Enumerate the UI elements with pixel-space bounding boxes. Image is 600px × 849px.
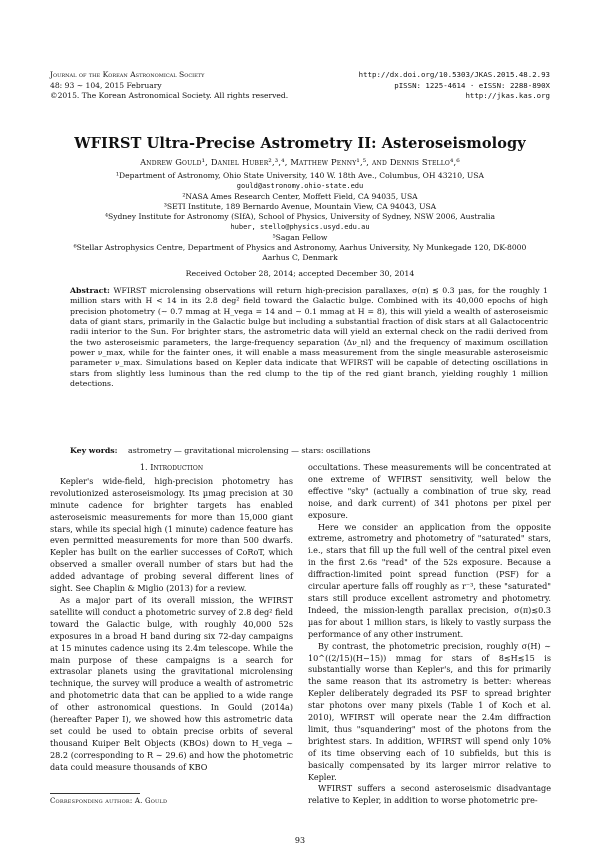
paragraph: WFIRST suffers a second asteroseismic disadvantage relative to Kepler, in addition to worse photometric pre- [308, 783, 551, 806]
page-number: 93 [294, 836, 306, 845]
right-column [308, 462, 551, 807]
abstract [70, 286, 548, 389]
affiliation-3: ³SETI Institute, 189 Bernardo Avenue, Mountain View, CA 94043, USA [163, 201, 437, 211]
corresponding-author: Corresponding author: A. Gould [50, 797, 168, 805]
affiliation-5: ⁵Sagan Fellow [272, 232, 328, 242]
affiliation-6-cont: Aarhus C, Denmark [262, 253, 338, 263]
journal-name: Journal of the Korean Astronomical Society [50, 70, 205, 79]
keywords-label: Key words: [70, 446, 118, 455]
affiliation-6: ⁶Stellar Astrophysics Centre, Department of Physics and Astronomy, Aarhus University, Ny Munkegade 120, DK-8000 [73, 243, 527, 253]
affiliation-1: ¹Department of Astronomy, Ohio State University, 140 W. 18th Ave., Columbus, OH 43210, USA [116, 171, 484, 180]
paragraph: Kepler's wide-field, high-precision photometry has revolutionized asteroseismology. Its µmag precision at 30 minute cadence for brighter targets has enabled asteroseismic measurements for more than 15,000 giant stars, while its special high (1 minute) cadence feature has even permitted measurements for more than 500 dwarfs. Kepler has built on the earlier successes of CoRoT, which observed a smaller overall number of stars but had the added advantage of probing several different lines of sight. See Chaplin & Miglio (2013) for a review. [50, 475, 293, 594]
left-column [50, 462, 293, 774]
paragraph: Here we consider an application from the opposite extreme, astrometry and photometry of "saturated" stars, i.e., stars that fill up the full well of the central pixel even in the first 2.6s "read" of the 52s exposure. Because a diffraction-limited point spread function (PSF) for a circular aperture falls off roughly as r⁻³, these "saturated" stars still produce excellent astrometry and photometry. Indeed, the mission-length parallax precision, σ(π)≲0.3 µas for about 1 million stars, is likely to vastly surpass the performance of any other instrument. [308, 521, 551, 639]
abstract-text: WFIRST microlensing observations will return high-precision parallaxes, σ(π) ≲ 0.3 µas, for the roughly 1 million stars with H < 14 in its 2.8 deg² field toward the Galactic bulge. Combined with its 40,000 epochs of high precision photometry (∼ 0.7 mmag at H_vega = 14 and ∼ 0.1 mmag at H = 8), this will yield a wealth of asteroseismic data of giant stars, primarily in the Galactic bulge but including a substantial fraction of disk stars at all Galactocentric radii interior to the Sun. For brighter stars, the astrometric data will yield an external check on the radii derived from the two asteroseismic parameters, the large-frequency separation ⟨Δν_nl⟩ and the frequency of maximum oscillation power ν_max, while for the fainter ones, it will enable a mass measurement from the single measurable asteroseismic parameter ν_max. Simulations based on Kepler data indicate that WFIRST will be capable of detecting oscillations in stars from slightly less luminous than the red clump to the tip of the red giant branch, yielding roughly 1 million detections. [70, 286, 548, 389]
affiliation-4: ⁴Sydney Institute for Astronomy (SIfA), School of Physics, University of Sydney, NSW 2006, Australia [105, 212, 495, 222]
received-dates: Received October 28, 2014; accepted December 30, 2014 [185, 269, 415, 278]
doi-link[interactable]: http://dx.doi.org/10.5303/JKAS.2015.48.2.93 [358, 70, 550, 79]
paragraph: occultations. These measurements will be concentrated at one extreme of WFIRST sensitivity, well below the effective "sky" (actually a combination of true sky, read noise, and dark current) of 341 photons per pixel per exposure. [308, 462, 551, 520]
paragraph: By contrast, the photometric precision, roughly σ(H) ∼ 10^((2/15)(H−15)) mmag for stars of 8≲H≲15 is substantially worse than Kepler's, and this for primarily the same reason that its astrometry is better: whereas Kepler deliberately degraded its PSF to spread brighter star photons over many pixels (Table 1 of Koch et al. 2010), WFIRST will operate near the 2.4m diffraction limit, thus "squandering" most of the photons from the brightest stars. In addition, WFIRST will spend only 10% of its time observing each of 10 subfields, but this is basically compensated by its larger mirror relative to Kepler. [308, 640, 551, 782]
affiliations [40, 171, 560, 264]
doi-header [359, 70, 550, 102]
email-huber-stello[interactable]: huber, stello@physics.usyd.edu.au [230, 223, 370, 232]
issn: pISSN: 1225-4614 · eISSN: 2288-890X [394, 80, 550, 90]
footnote-rule [50, 793, 140, 794]
paper-title: WFIRST Ultra-Precise Astrometry II: Asteroseismology [74, 135, 526, 152]
journal-header [50, 70, 288, 102]
author-list: Andrew Gould¹, Daniel Huber²,³,⁴, Matthew Penny¹,⁵, and Dennis Stello⁴,⁶ [140, 157, 460, 167]
copyright: ©2015. The Korean Astronomical Society. All rights reserved. [50, 91, 289, 100]
volume-info: 48: 93 ∼ 104, 2015 February [50, 80, 162, 90]
paragraph: As a major part of its overall mission, the WFIRST satellite will conduct a photometric survey of 2.8 deg² field toward the Galactic bulge, with roughly 40,000 52s exposures in a broad H band during six 72-day campaigns at 15 minutes cadence using its 2.4m telescope. While the main purpose of these campaigns is a search for extrasolar planets using the gravitational microlensing technique, the survey will produce a wealth of astrometric and photometric data that can be applied to a wide range of other astronomical questions. In Gould (2014a) (hereafter Paper I), we showed how this astrometric data set could be used to obtain precise orbits of several thousand Kuiper Belt Objects (KBOs) down to H_vega ∼ 28.2 (corresponding to R ∼ 29.6) and how the photometric data could measure thousands of KBO [50, 594, 293, 772]
section-heading: 1. Introduction [139, 462, 204, 472]
email-gould[interactable]: gould@astronomy.ohio-state.edu [236, 182, 364, 191]
affiliation-2: ²NASA Ames Research Center, Moffett Field, CA 94035, USA [182, 191, 418, 201]
abstract-label: Abstract: [70, 286, 110, 295]
keywords-text: astrometry — gravitational microlensing — stars: oscillations [128, 446, 371, 455]
journal-url[interactable]: http://jkas.kas.org [465, 91, 550, 100]
keywords [70, 446, 548, 455]
